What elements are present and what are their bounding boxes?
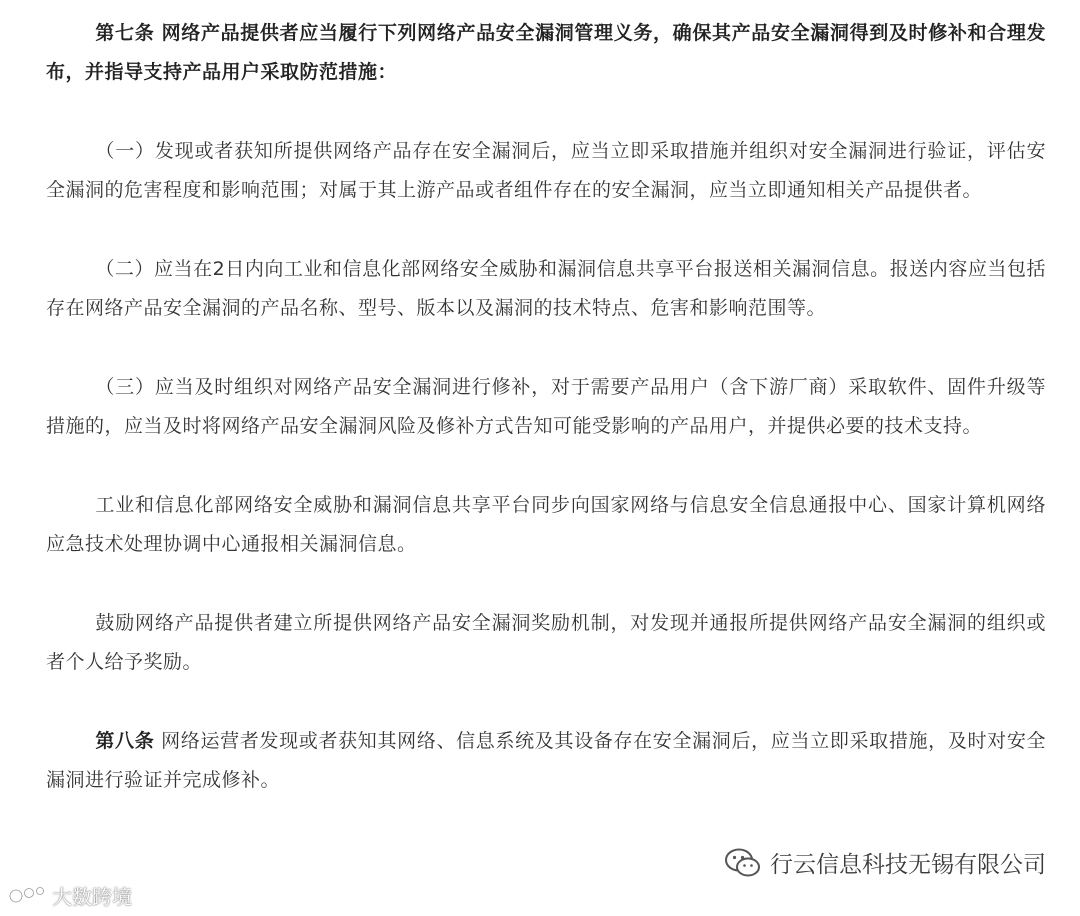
- article-7-item-2: （二）应当在2日内向工业和信息化部网络安全威胁和漏洞信息共享平台报送相关漏洞信息。报送内容应当包括存在网络产品安全漏洞的产品名称、型号、版本以及漏洞的技术特点、危害和影响范围等。: [46, 258, 1046, 319]
- document-body: [46, 14, 1046, 800]
- company-watermark: [724, 846, 1046, 879]
- article-7-item-3: （三）应当及时组织对网络产品安全漏洞进行修补，对于需要产品用户（含下游厂商）采取软件、固件升级等措施的，应当及时将网络产品安全漏洞风险及修补方式告知可能受影响的产品用户，并提供必要的技术支持。: [46, 376, 1046, 437]
- brand-watermark-text: 大数跨境: [52, 885, 132, 909]
- article-7-reward-paragraph: 鼓励网络产品提供者建立所提供网络产品安全漏洞奖励机制，对发现并通报所提供网络产品安全漏洞的组织或者个人给予奖励。: [46, 612, 1046, 673]
- article-7-heading: 第七条 网络产品提供者应当履行下列网络产品安全漏洞管理义务，确保其产品安全漏洞得到及时修补和合理发布，并指导支持产品用户采取防范措施：: [46, 22, 1046, 83]
- article-8-label: 第八条: [95, 730, 155, 752]
- brand-logo-icon: [8, 883, 48, 909]
- brand-watermark: [8, 881, 132, 910]
- article-8-text: 网络运营者发现或者获知其网络、信息系统及其设备存在安全漏洞后，应当立即采取措施，及时对安全漏洞进行验证并完成修补。: [46, 730, 1046, 791]
- wechat-icon: [724, 847, 762, 879]
- article-8-paragraph: [46, 722, 1046, 800]
- article-7-sync-paragraph: 工业和信息化部网络安全威胁和漏洞信息共享平台同步向国家网络与信息安全信息通报中心、国家计算机网络应急技术处理协调中心通报相关漏洞信息。: [46, 494, 1046, 555]
- article-7-item-1: （一）发现或者获知所提供网络产品存在安全漏洞后，应当立即采取措施并组织对安全漏洞进行验证，评估安全漏洞的危害程度和影响范围；对属于其上游产品或者组件存在的安全漏洞，应当立即通知相关产品提供者。: [46, 140, 1046, 201]
- company-watermark-text: 行云信息科技无锡有限公司: [770, 852, 1046, 878]
